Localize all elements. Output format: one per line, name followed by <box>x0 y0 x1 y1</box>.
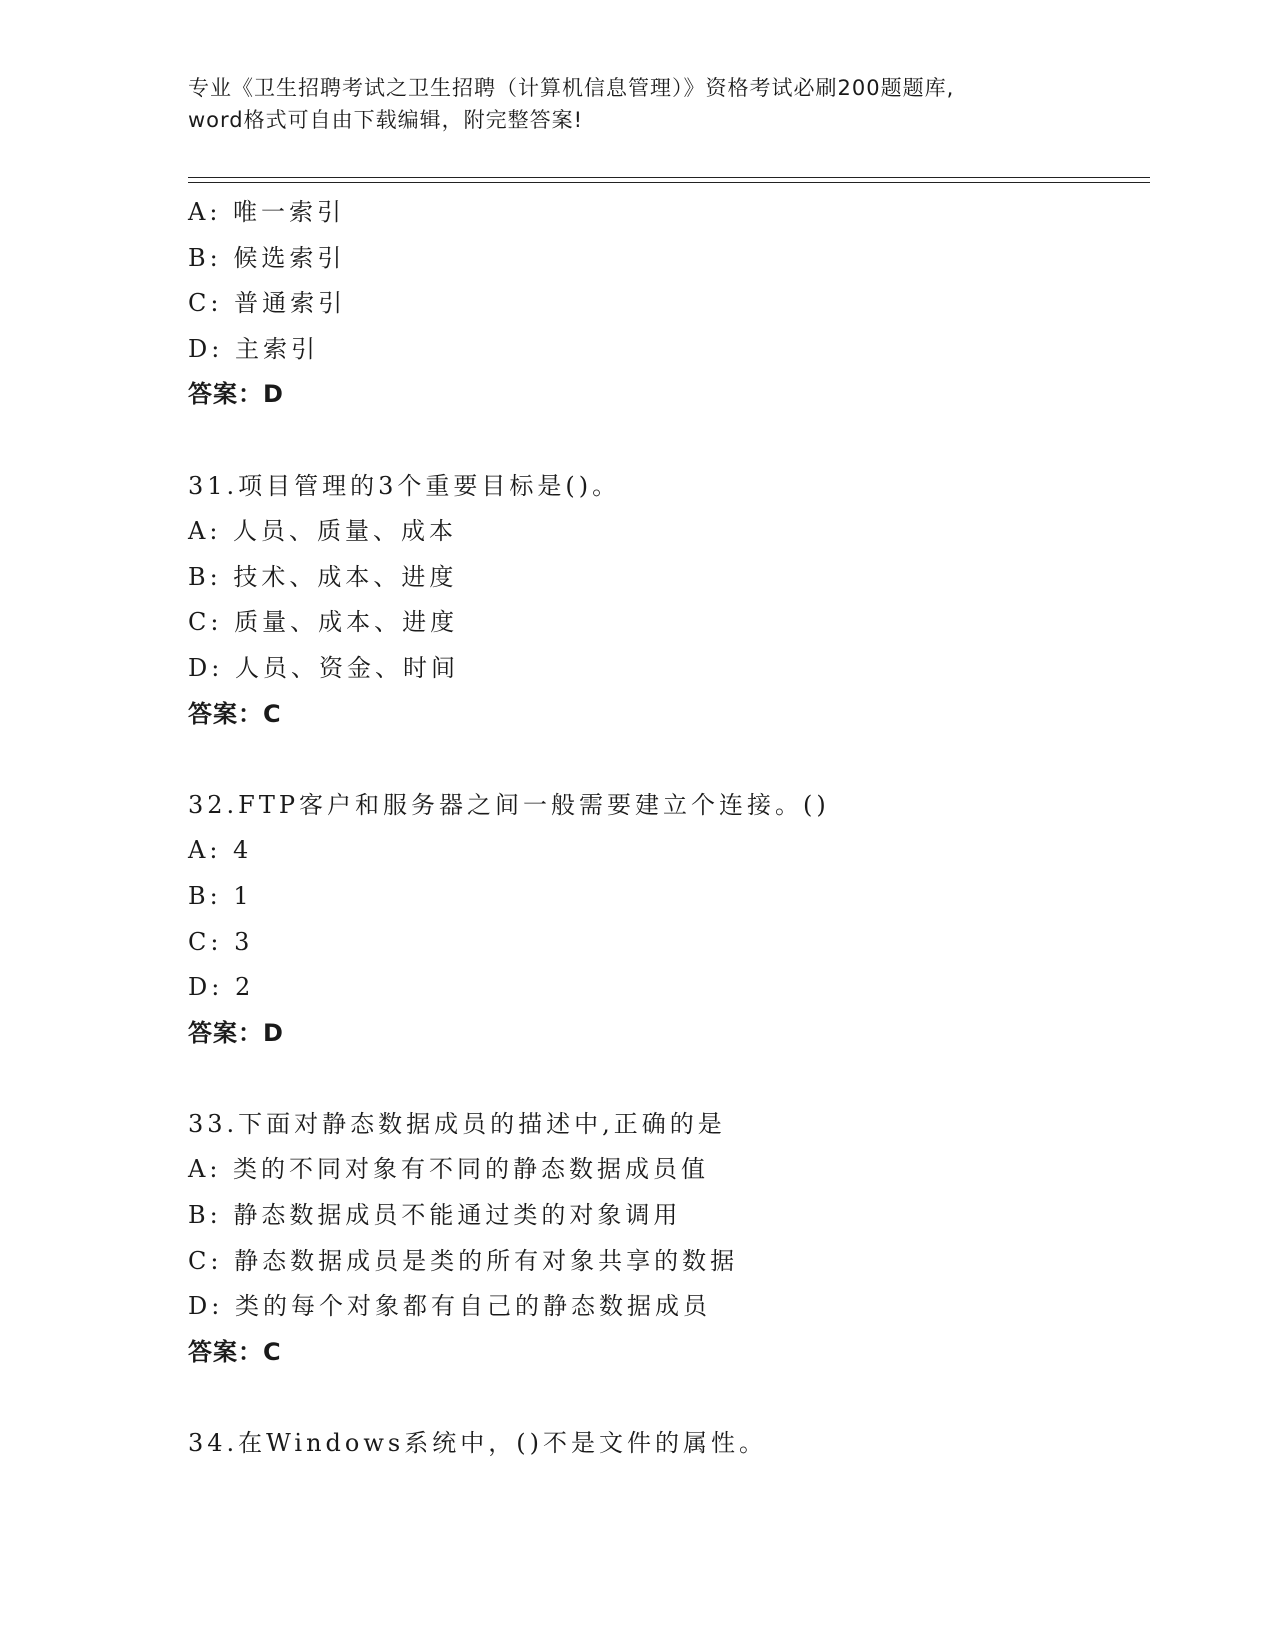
option-c: C: 普通索引 <box>188 289 347 318</box>
question-stem: 34.在Windows系统中，()不是文件的属性。 <box>188 1429 767 1458</box>
question-stem: 32.FTP客户和服务器之间一般需要建立个连接。() <box>188 790 830 819</box>
document-header <box>188 72 1108 136</box>
spacer <box>188 1056 1148 1102</box>
option-b: B: 静态数据成员不能通过类的对象调用 <box>188 1201 682 1230</box>
header-divider-top <box>188 177 1150 178</box>
option-c: C: 3 <box>188 927 254 956</box>
option-d: D: 2 <box>188 973 255 1002</box>
header-divider-bottom <box>188 182 1150 183</box>
spacer <box>188 1375 1148 1421</box>
answer-line: 答案：D <box>188 1018 284 1047</box>
option-d: D: 主索引 <box>188 334 319 363</box>
answer-line: 答案：C <box>188 699 282 728</box>
option-a: A: 人员、质量、成本 <box>188 517 458 546</box>
option-c: C: 静态数据成员是类的所有对象共享的数据 <box>188 1246 739 1275</box>
header-title-line-2: word格式可自由下载编辑，附完整答案! <box>188 108 584 132</box>
option-b: B: 1 <box>188 881 253 910</box>
question-stem: 31.项目管理的3个重要目标是()。 <box>188 471 621 500</box>
option-b: B: 候选索引 <box>188 243 346 272</box>
question-block-34 <box>188 1421 1148 1467</box>
question-list <box>188 190 1148 1467</box>
spacer <box>188 418 1148 464</box>
spacer <box>188 737 1148 783</box>
answer-line: 答案：C <box>188 1337 282 1366</box>
option-c: C: 质量、成本、进度 <box>188 608 459 637</box>
option-d: D: 类的每个对象都有自己的静态数据成员 <box>188 1292 711 1321</box>
answer-line: 答案：D <box>188 380 284 409</box>
question-block-32 <box>188 783 1148 1057</box>
option-a: A: 类的不同对象有不同的静态数据成员值 <box>188 1155 710 1184</box>
question-block-30 <box>188 190 1148 418</box>
option-a: A: 唯一索引 <box>188 198 346 226</box>
option-a: A: 4 <box>188 836 253 865</box>
question-stem: 33.下面对静态数据成员的描述中,正确的是 <box>188 1109 726 1138</box>
option-b: B: 技术、成本、进度 <box>188 562 458 591</box>
question-block-33 <box>188 1102 1148 1376</box>
header-title-line-1: 专业《卫生招聘考试之卫生招聘（计算机信息管理）》资格考试必刷200题题库, <box>188 76 955 100</box>
option-d: D: 人员、资金、时间 <box>188 653 459 682</box>
question-block-31 <box>188 464 1148 738</box>
